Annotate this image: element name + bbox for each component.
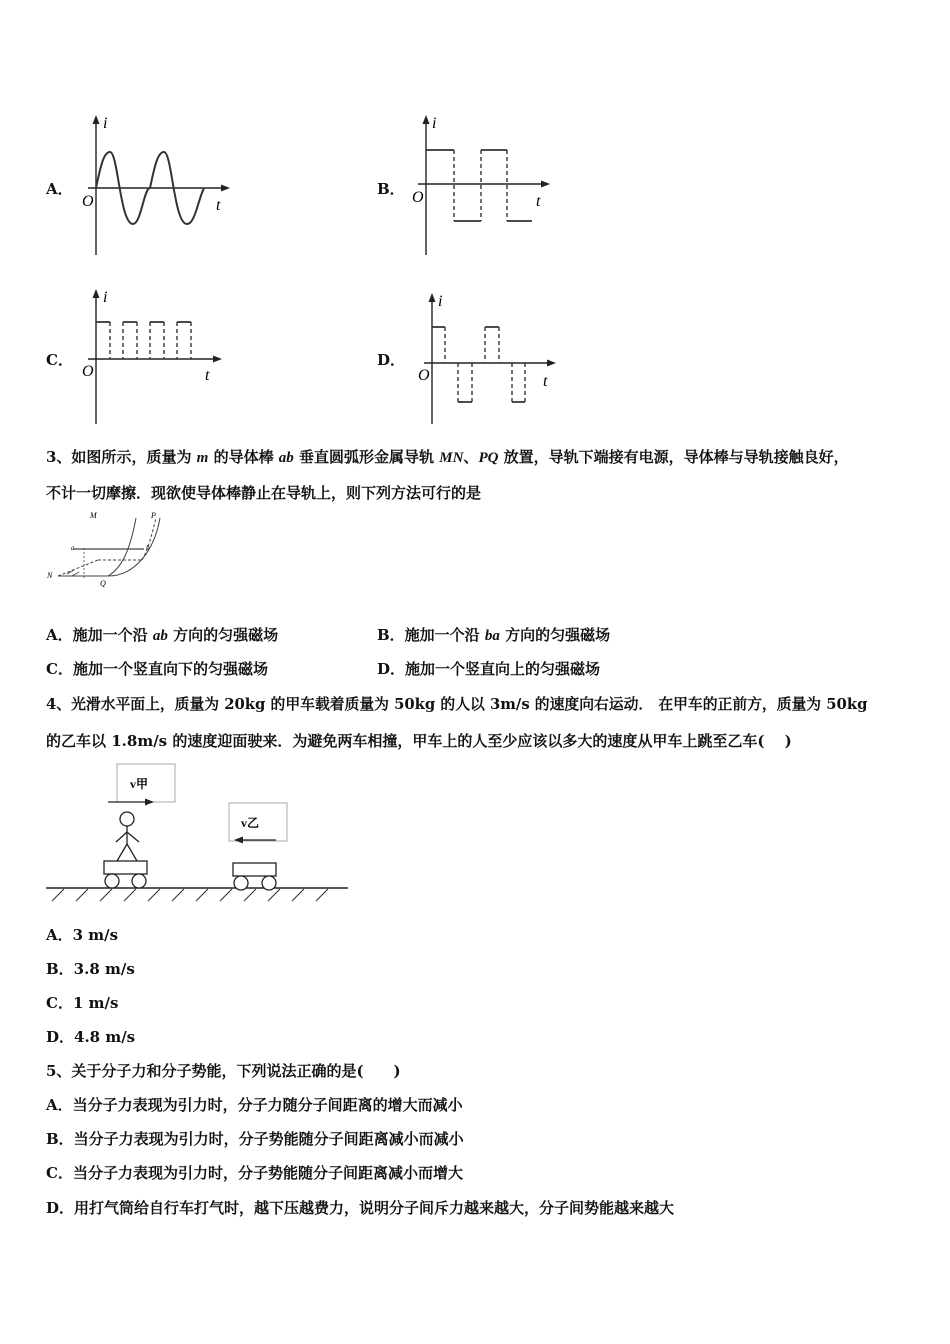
q4-option-c: C．1 m/s	[46, 994, 119, 1012]
option-label-c: C．	[46, 351, 73, 369]
q4-stem-line2: 的乙车以 1.8m/s 的速度迎面驶来．为避免两车相撞，甲车上的人至少应该以多大的速度从甲车上跳至乙车( )	[46, 732, 792, 750]
q5-option-c: C．当分子力表现为引力时，分子势能随分子间距离减小而增大	[46, 1164, 463, 1182]
svg-text:Q: Q	[100, 579, 106, 588]
svg-text:b: b	[146, 544, 150, 552]
velocity-label-yi: v乙	[241, 816, 260, 830]
car-yi	[233, 863, 276, 876]
q3-stem-line1: 3、如图所示，质量为 m 的导体棒 ab 垂直圆弧形金属导轨 MN、PQ 放置，导轨下端接有电源，导体棒与导轨接触良好，	[46, 448, 849, 466]
svg-text:t: t	[205, 367, 210, 384]
svg-text:i: i	[103, 289, 108, 306]
option-label-b: B．	[377, 180, 405, 198]
q5-option-b: B．当分子力表现为引力时，分子势能随分子间距离减小而减小	[46, 1130, 464, 1148]
svg-text:O: O	[418, 367, 430, 384]
axis-label-i: i	[103, 115, 108, 132]
car-jia	[104, 861, 147, 874]
svg-text:t: t	[536, 193, 541, 210]
svg-text:O: O	[412, 189, 424, 206]
svg-text:M: M	[90, 511, 97, 520]
velocity-label-jia: v甲	[130, 777, 149, 791]
q4-option-a: A．3 m/s	[46, 926, 119, 944]
q4-option-b: B．3.8 m/s	[46, 960, 135, 978]
graph-c-pulse-current	[78, 286, 228, 428]
svg-text:i: i	[432, 115, 437, 132]
q5-option-a: A．当分子力表现为引力时，分子力随分子间距离的增大而减小	[46, 1096, 463, 1114]
q4-stem-line1: 4、光滑水平面上，质量为 20kg 的甲车载着质量为 50kg 的人以 3m/s 的速度向右运动． 在甲车的正前方，质量为 50kg	[46, 696, 868, 713]
q3-rail-figure	[44, 508, 174, 588]
q5-option-d: D．用打气筒给自行车打气时，越下压越费力，说明分子间斥力越来越大，分子间势能越来越大	[46, 1199, 675, 1217]
q3-option-a: A．施加一个沿 ab 方向的匀强磁场	[46, 626, 279, 644]
option-label-d: D．	[377, 351, 406, 369]
graph-d-alternating-pulse	[412, 290, 562, 428]
q3-stem-line2: 不计一切摩擦．现欲使导体棒静止在导轨上，则下列方法可行的是	[46, 484, 482, 502]
q3-option-d: D．施加一个竖直向上的匀强磁场	[377, 660, 601, 678]
q4-option-d: D．4.8 m/s	[46, 1028, 136, 1046]
svg-text:i: i	[438, 293, 443, 310]
graph-a-sine-current	[78, 112, 238, 260]
svg-text:N: N	[47, 571, 53, 580]
q4-cars-figure	[44, 760, 354, 905]
svg-text:P: P	[151, 511, 156, 520]
q3-option-b: B．施加一个沿 ba 方向的匀强磁场	[377, 626, 611, 644]
q5-stem: 5、关于分子力和分子势能，下列说法正确的是( )	[46, 1062, 401, 1080]
option-label-a: A．	[46, 180, 73, 198]
origin-label: O	[82, 193, 94, 210]
graph-b-square-current	[408, 112, 558, 260]
svg-text:a: a	[71, 544, 75, 552]
axis-label-t: t	[216, 197, 221, 214]
svg-text:t: t	[543, 373, 548, 390]
person-figure	[116, 812, 139, 861]
svg-text:O: O	[82, 363, 94, 380]
q3-option-c: C．施加一个竖直向下的匀强磁场	[46, 660, 268, 678]
